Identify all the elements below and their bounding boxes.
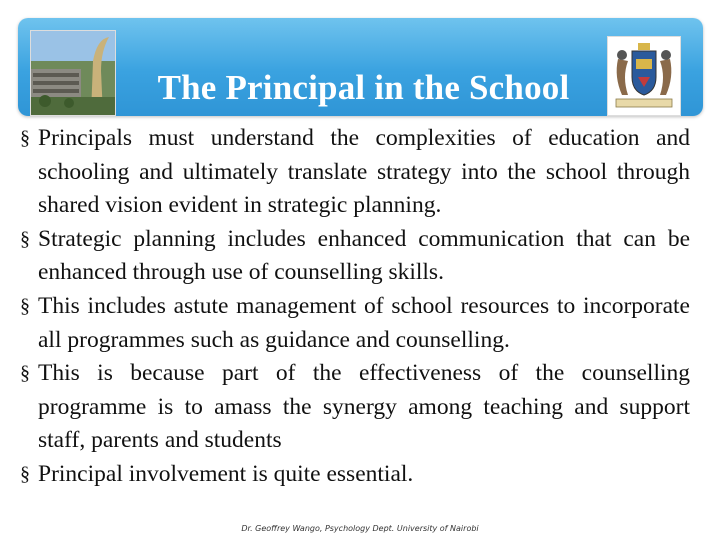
bullet-item: § This is because part of the effectiveness of the counselling programme is to amass the synergy among teaching and support staff, parents and students	[20, 357, 690, 458]
bullet-list	[20, 122, 690, 492]
bullet-item: § This includes astute management of school resources to incorporate all programmes such as guidance and counselling.	[20, 290, 690, 357]
university-coat-of-arms	[607, 36, 681, 116]
bullet-item: § Strategic planning includes enhanced communication that can be enhanced through use of counselling skills.	[20, 223, 690, 290]
bullet-item: § Principals must understand the complexities of education and schooling and ultimately translate strategy into the school through shared vision evident in strategic planning.	[20, 122, 690, 223]
slide-title: The Principal in the School	[157, 68, 570, 107]
footer-credit: Dr. Geoffrey Wango, Psychology Dept. University of Nairobi	[241, 524, 479, 533]
title-banner	[18, 18, 703, 116]
bullet-item: § Principal involvement is quite essential.	[20, 458, 690, 492]
university-building-photo	[30, 30, 116, 116]
